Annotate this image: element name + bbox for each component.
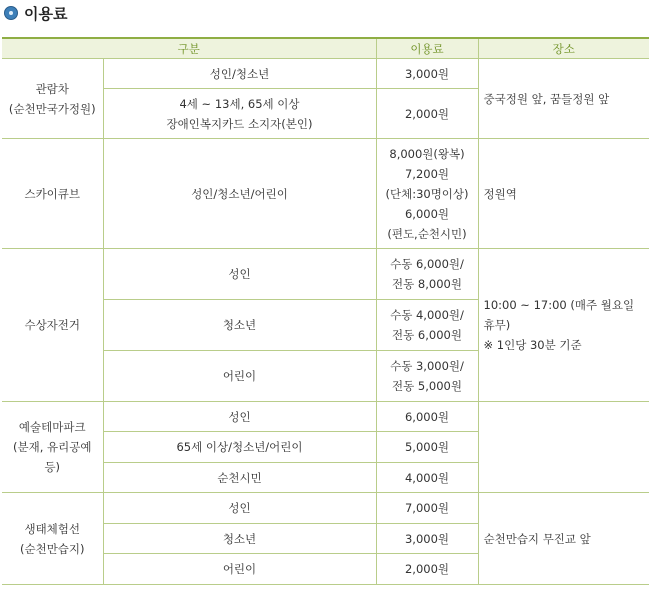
category-name: 관람차 xyxy=(35,81,69,96)
category-cell xyxy=(2,493,103,585)
header-place: 장소 xyxy=(478,38,649,59)
place-cell xyxy=(478,249,649,402)
fee-text: 6,000원 xyxy=(404,409,450,424)
header-fee: 이용료 xyxy=(376,38,478,59)
header-category: 구분 xyxy=(2,38,376,59)
bullet-circle-icon xyxy=(4,6,18,20)
table-header-row xyxy=(2,38,649,59)
category-cell xyxy=(2,249,103,402)
fee-text: 4,000원 xyxy=(404,470,450,485)
subcategory-cell xyxy=(103,524,376,554)
subcategory-cell xyxy=(103,554,376,585)
place-note: ※ 1인당 30분 기준 xyxy=(483,338,582,352)
subcategory-text: 어린이 xyxy=(222,369,257,383)
table-row xyxy=(2,139,649,249)
subcategory-text: 성인 xyxy=(228,267,251,281)
fee-cell xyxy=(376,432,478,463)
subcategory-text: 청소년 xyxy=(222,531,257,546)
table-row xyxy=(2,402,649,432)
category-cell xyxy=(2,59,103,139)
fee-text: 8,000원(왕복) xyxy=(389,146,465,161)
table-row xyxy=(2,493,649,524)
fee-text: 3,000원 xyxy=(404,66,450,81)
fee-cell xyxy=(376,249,478,300)
place-text: 중국정원 앞, 꿈들정원 앞 xyxy=(483,91,610,106)
fee-text: 2,000원 xyxy=(404,106,450,121)
subcategory-cell xyxy=(103,59,376,89)
section-title: 이용료 xyxy=(24,4,68,23)
fee-text: (단체:30명이상) xyxy=(385,186,469,201)
category-cell xyxy=(2,402,103,493)
fee-text: 6,000원 xyxy=(404,206,450,221)
table-row xyxy=(2,249,649,300)
category-name: 생태체험선 xyxy=(24,521,81,536)
place-cell xyxy=(478,402,649,493)
subcategory-cell xyxy=(103,300,376,351)
fee-cell xyxy=(376,524,478,554)
fee-text: 수동 4,000원/ xyxy=(390,308,464,322)
subcategory-cell xyxy=(103,432,376,463)
fee-cell xyxy=(376,351,478,402)
fee-cell xyxy=(376,139,478,249)
fee-cell xyxy=(376,402,478,432)
subcategory-text: 성인 xyxy=(228,501,251,515)
subcategory-cell xyxy=(103,89,376,139)
place-cell xyxy=(478,493,649,585)
category-name: 수상자전거 xyxy=(24,318,81,332)
subcategory-cell xyxy=(103,139,376,249)
category-name: 예술테마파크 xyxy=(18,420,86,434)
fee-text: 7,000원 xyxy=(404,501,450,515)
table-row xyxy=(2,59,649,89)
fee-text: 전동 6,000원 xyxy=(392,328,462,342)
subcategory-text: 성인 xyxy=(228,409,251,424)
place-text: 순천만습지 무진교 앞 xyxy=(483,531,591,546)
subcategory-text: 장애인복지카드 소지자(본인) xyxy=(166,116,313,131)
fee-text: 3,000원 xyxy=(404,531,450,546)
place-cell xyxy=(478,139,649,249)
fee-cell xyxy=(376,554,478,585)
place-text: 10:00 ~ 17:00 (매주 월요일 휴무) xyxy=(483,298,635,332)
fee-cell xyxy=(376,300,478,351)
fee-text: 전동 5,000원 xyxy=(392,379,462,393)
subcategory-text: 청소년 xyxy=(222,318,257,332)
fee-text: 수동 6,000원/ xyxy=(390,257,464,271)
subcategory-cell xyxy=(103,351,376,402)
fee-text: 전동 8,000원 xyxy=(392,277,462,291)
fee-cell xyxy=(376,89,478,139)
fee-text: 수동 3,000원/ xyxy=(390,359,464,373)
category-cell xyxy=(2,139,103,249)
subcategory-cell xyxy=(103,249,376,300)
category-name: 스카이큐브 xyxy=(24,186,81,201)
subcategory-text: 어린이 xyxy=(222,562,257,576)
subcategory-cell xyxy=(103,493,376,524)
subcategory-text: 성인/청소년 xyxy=(209,66,270,81)
fee-cell xyxy=(376,463,478,493)
category-note: (분재, 유리공예 등) xyxy=(13,440,92,474)
subcategory-text: 성인/청소년/어린이 xyxy=(191,186,288,201)
fee-text: 2,000원 xyxy=(404,562,450,576)
category-note: (순천만습지) xyxy=(19,541,85,556)
fee-text: 5,000원 xyxy=(404,440,450,454)
subcategory-cell xyxy=(103,463,376,493)
subcategory-text: 순천시민 xyxy=(217,470,262,485)
subcategory-text: 4세 ~ 13세, 65세 이상 xyxy=(179,96,300,111)
fee-text: (편도,순천시민) xyxy=(387,226,467,241)
place-text: 정원역 xyxy=(483,186,517,201)
subcategory-text: 65세 이상/청소년/어린이 xyxy=(176,440,303,454)
fee-cell xyxy=(376,493,478,524)
category-note: (순천만국가정원) xyxy=(8,101,96,116)
fee-text: 7,200원 xyxy=(404,166,450,181)
fee-cell xyxy=(376,59,478,89)
subcategory-cell xyxy=(103,402,376,432)
section-heading xyxy=(4,2,67,24)
place-cell xyxy=(478,59,649,139)
fee-table xyxy=(2,37,649,585)
